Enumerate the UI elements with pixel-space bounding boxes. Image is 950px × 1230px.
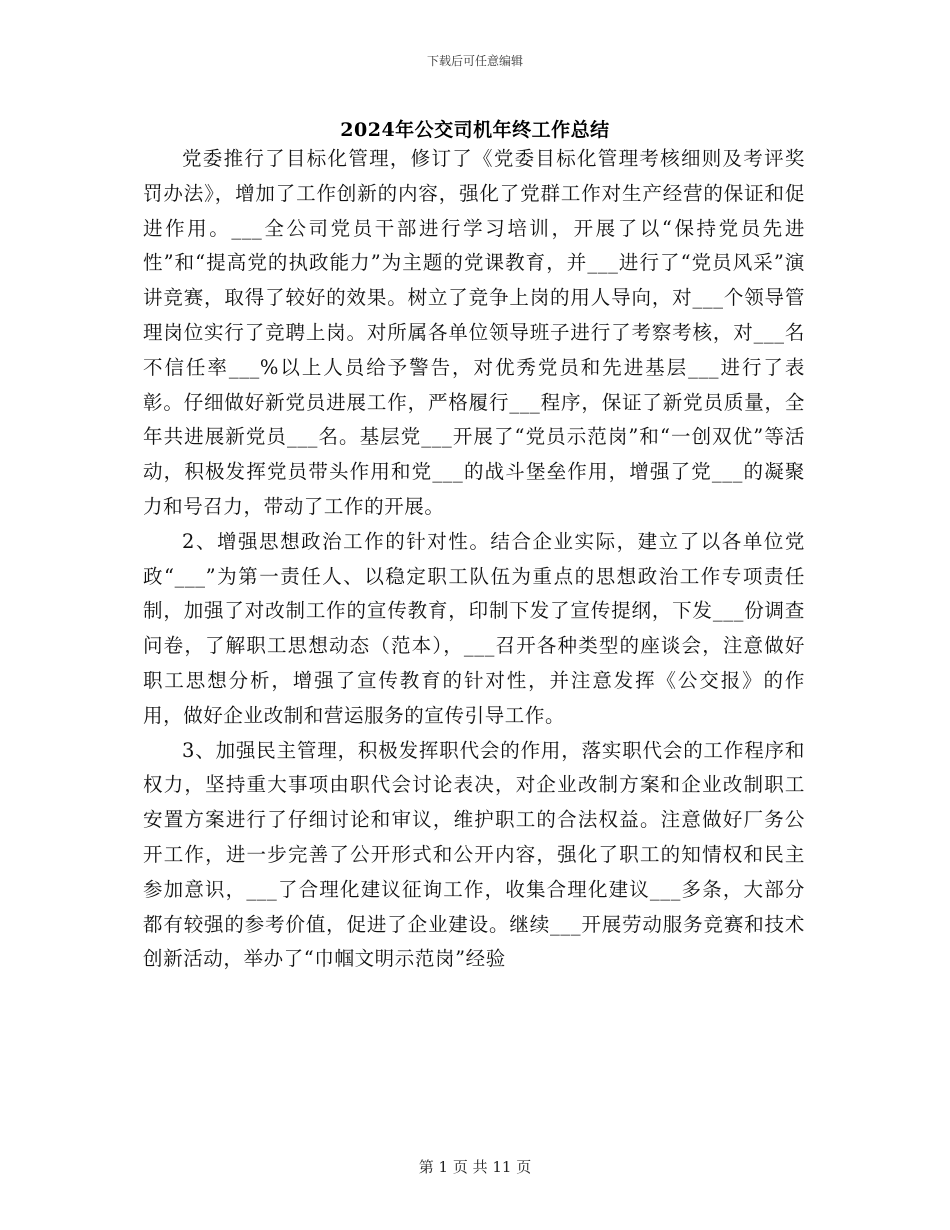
paragraph-democratic-management: 3、加强民主管理，积极发挥职代会的作用，落实职代会的工作程序和权力，坚持重大事项由职代会讨论表决，对企业改制方案和企业改制职工安置方案进行了仔细讨论和审议，维护职工的合法权益。注意做好厂务公开工作，进一步完善了公开形式和公开内容，强化了职工的知情权和民主参加意识，___了合理化建议征询工作，收集合理化建议___多条，大部分都有较强的参考价值，促进了企业建设。继续___开展劳动服务竞赛和技术创新活动，举办了“巾帼文明示范岗”经验 [143, 738, 805, 971]
paragraph-party-management: 党委推行了目标化管理，修订了《党委目标化管理考核细则及考评奖罚办法》，增加了工作创新的内容，强化了党群工作对生产经营的保证和促进作用。___全公司党员干部进行学习培训，开展了以“保持党员先进性”和“提高党的执政能力”为主题的党课教育，并___进行了“党员风采”演讲竞赛，取得了较好的效果。树立了竞争上岗的用人导向，对___个领导管理岗位实行了竞聘上岗。对所属各单位领导班子进行了考察考核，对___名不信任率___%以上人员给予警告，对优秀党员和先进基层___进行了表彰。仔细做好新党员进展工作，严格履行___程序，保证了新党员质量，全年共进展新党员___名。基层党___开展了“党员示范岗”和“一创双优”等活动，积极发挥党员带头作用和党___的战斗堡垒作用，增强了党___的凝聚力和号召力，带动了工作的开展。 [143, 147, 805, 518]
page-number: 第 1 页 共 11 页 [418, 1158, 532, 1176]
document-title: 2024年公交司机年终工作总结 [340, 119, 610, 141]
document-body [143, 142, 805, 977]
page-header-note: 下载后可任意编辑 [426, 54, 523, 68]
paragraph-ideological-work: 2、增强思想政治工作的针对性。结合企业实际，建立了以各单位党政“___”为第一责任人、以稳定职工队伍为重点的思想政治工作专项责任制，加强了对改制工作的宣传教育，印制下发了宣传提纲，下发___份调查问卷，了解职工思想动态（范本），___召开各种类型的座谈会，注意做好职工思想分析，增强了宣传教育的针对性，并注意发挥《公交报》的作用，做好企业改制和营运服务的宣传引导工作。 [143, 529, 805, 727]
